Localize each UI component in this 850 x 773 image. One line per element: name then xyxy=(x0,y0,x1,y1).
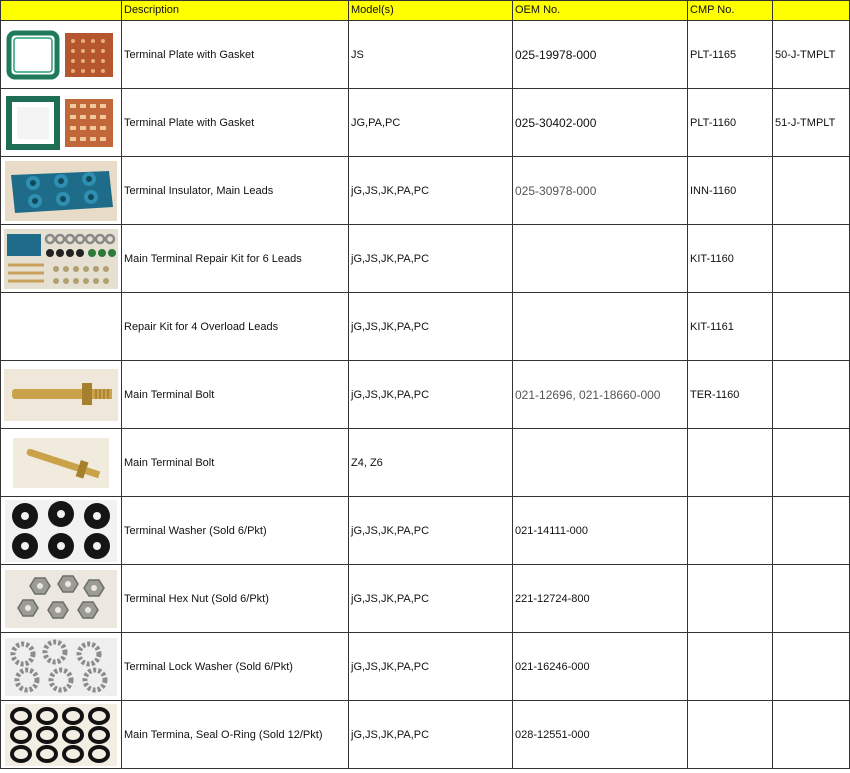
product-image-o-rings xyxy=(1,701,122,769)
oem-cell: 028-12551-000 xyxy=(513,701,688,769)
header-row xyxy=(1,1,850,21)
product-image-repair-kit xyxy=(1,225,122,293)
product-image-gasket-plate xyxy=(1,21,122,89)
models-cell: jG,JS,JK,PA,PC xyxy=(349,565,513,633)
description-cell: Terminal Hex Nut (Sold 6/Pkt) xyxy=(122,565,349,633)
oem-cell: 025-30978-000 xyxy=(513,157,688,225)
extra-cell xyxy=(773,225,850,293)
description-cell: Terminal Insulator, Main Leads xyxy=(122,157,349,225)
table-row xyxy=(1,429,850,497)
cmp-cell: PLT-1160 xyxy=(688,89,773,157)
oem-cell xyxy=(513,429,688,497)
oem-cell: 221-12724-800 xyxy=(513,565,688,633)
extra-cell xyxy=(773,633,850,701)
description-cell: Repair Kit for 4 Overload Leads xyxy=(122,293,349,361)
table-row xyxy=(1,21,850,89)
description-cell: Main Terminal Bolt xyxy=(122,429,349,497)
header-models: Model(s) xyxy=(349,1,513,21)
cmp-cell: KIT-1160 xyxy=(688,225,773,293)
header-oem: OEM No. xyxy=(513,1,688,21)
oem-cell: 021-14111-000 xyxy=(513,497,688,565)
description-cell: Terminal Plate with Gasket xyxy=(122,89,349,157)
cmp-cell: INN-1160 xyxy=(688,157,773,225)
description-cell: Main Terminal Repair Kit for 6 Leads xyxy=(122,225,349,293)
product-image-gasket-plate xyxy=(1,89,122,157)
models-cell: jG,JS,JK,PA,PC xyxy=(349,225,513,293)
table-row xyxy=(1,497,850,565)
header-description: Description xyxy=(122,1,349,21)
oem-cell xyxy=(513,293,688,361)
description-cell: Main Termina, Seal O-Ring (Sold 12/Pkt) xyxy=(122,701,349,769)
cmp-cell: PLT-1165 xyxy=(688,21,773,89)
table-row xyxy=(1,361,850,429)
product-image-empty xyxy=(1,293,122,361)
description-cell: Terminal Lock Washer (Sold 6/Pkt) xyxy=(122,633,349,701)
product-image-hex-nuts xyxy=(1,565,122,633)
header-extra xyxy=(773,1,850,21)
extra-cell xyxy=(773,429,850,497)
models-cell: jG,JS,JK,PA,PC xyxy=(349,293,513,361)
cmp-cell xyxy=(688,701,773,769)
product-image-washers xyxy=(1,497,122,565)
cmp-cell: TER-1160 xyxy=(688,361,773,429)
oem-cell xyxy=(513,225,688,293)
product-image-lock-washers xyxy=(1,633,122,701)
description-cell: Main Terminal Bolt xyxy=(122,361,349,429)
extra-cell xyxy=(773,293,850,361)
table-row xyxy=(1,633,850,701)
oem-cell: 021-12696, 021-18660-000 xyxy=(513,361,688,429)
product-image-bolt xyxy=(1,429,122,497)
cmp-cell xyxy=(688,565,773,633)
cmp-cell xyxy=(688,429,773,497)
table-row xyxy=(1,157,850,225)
oem-cell: 021-16246-000 xyxy=(513,633,688,701)
oem-cell: 025-19978-000 xyxy=(513,21,688,89)
models-cell: jG,JS,JK,PA,PC xyxy=(349,157,513,225)
models-cell: jG,JS,JK,PA,PC xyxy=(349,361,513,429)
oem-cell: 025-30402-000 xyxy=(513,89,688,157)
models-cell: JG,PA,PC xyxy=(349,89,513,157)
extra-cell xyxy=(773,497,850,565)
table-row xyxy=(1,293,850,361)
extra-cell xyxy=(773,361,850,429)
cmp-cell xyxy=(688,497,773,565)
models-cell: jG,JS,JK,PA,PC xyxy=(349,497,513,565)
extra-cell xyxy=(773,701,850,769)
models-cell: jG,JS,JK,PA,PC xyxy=(349,633,513,701)
header-image xyxy=(1,1,122,21)
extra-cell xyxy=(773,565,850,633)
product-image-insulator xyxy=(1,157,122,225)
models-cell: Z4, Z6 xyxy=(349,429,513,497)
cmp-cell xyxy=(688,633,773,701)
cmp-cell: KIT-1161 xyxy=(688,293,773,361)
table-row xyxy=(1,225,850,293)
header-cmp: CMP No. xyxy=(688,1,773,21)
table-row xyxy=(1,89,850,157)
product-image-bolt xyxy=(1,361,122,429)
description-cell: Terminal Plate with Gasket xyxy=(122,21,349,89)
table-row xyxy=(1,565,850,633)
models-cell: JS xyxy=(349,21,513,89)
description-cell: Terminal Washer (Sold 6/Pkt) xyxy=(122,497,349,565)
extra-cell: 50-J-TMPLT xyxy=(773,21,850,89)
extra-cell: 51-J-TMPLT xyxy=(773,89,850,157)
extra-cell xyxy=(773,157,850,225)
models-cell: jG,JS,JK,PA,PC xyxy=(349,701,513,769)
table-row xyxy=(1,701,850,769)
